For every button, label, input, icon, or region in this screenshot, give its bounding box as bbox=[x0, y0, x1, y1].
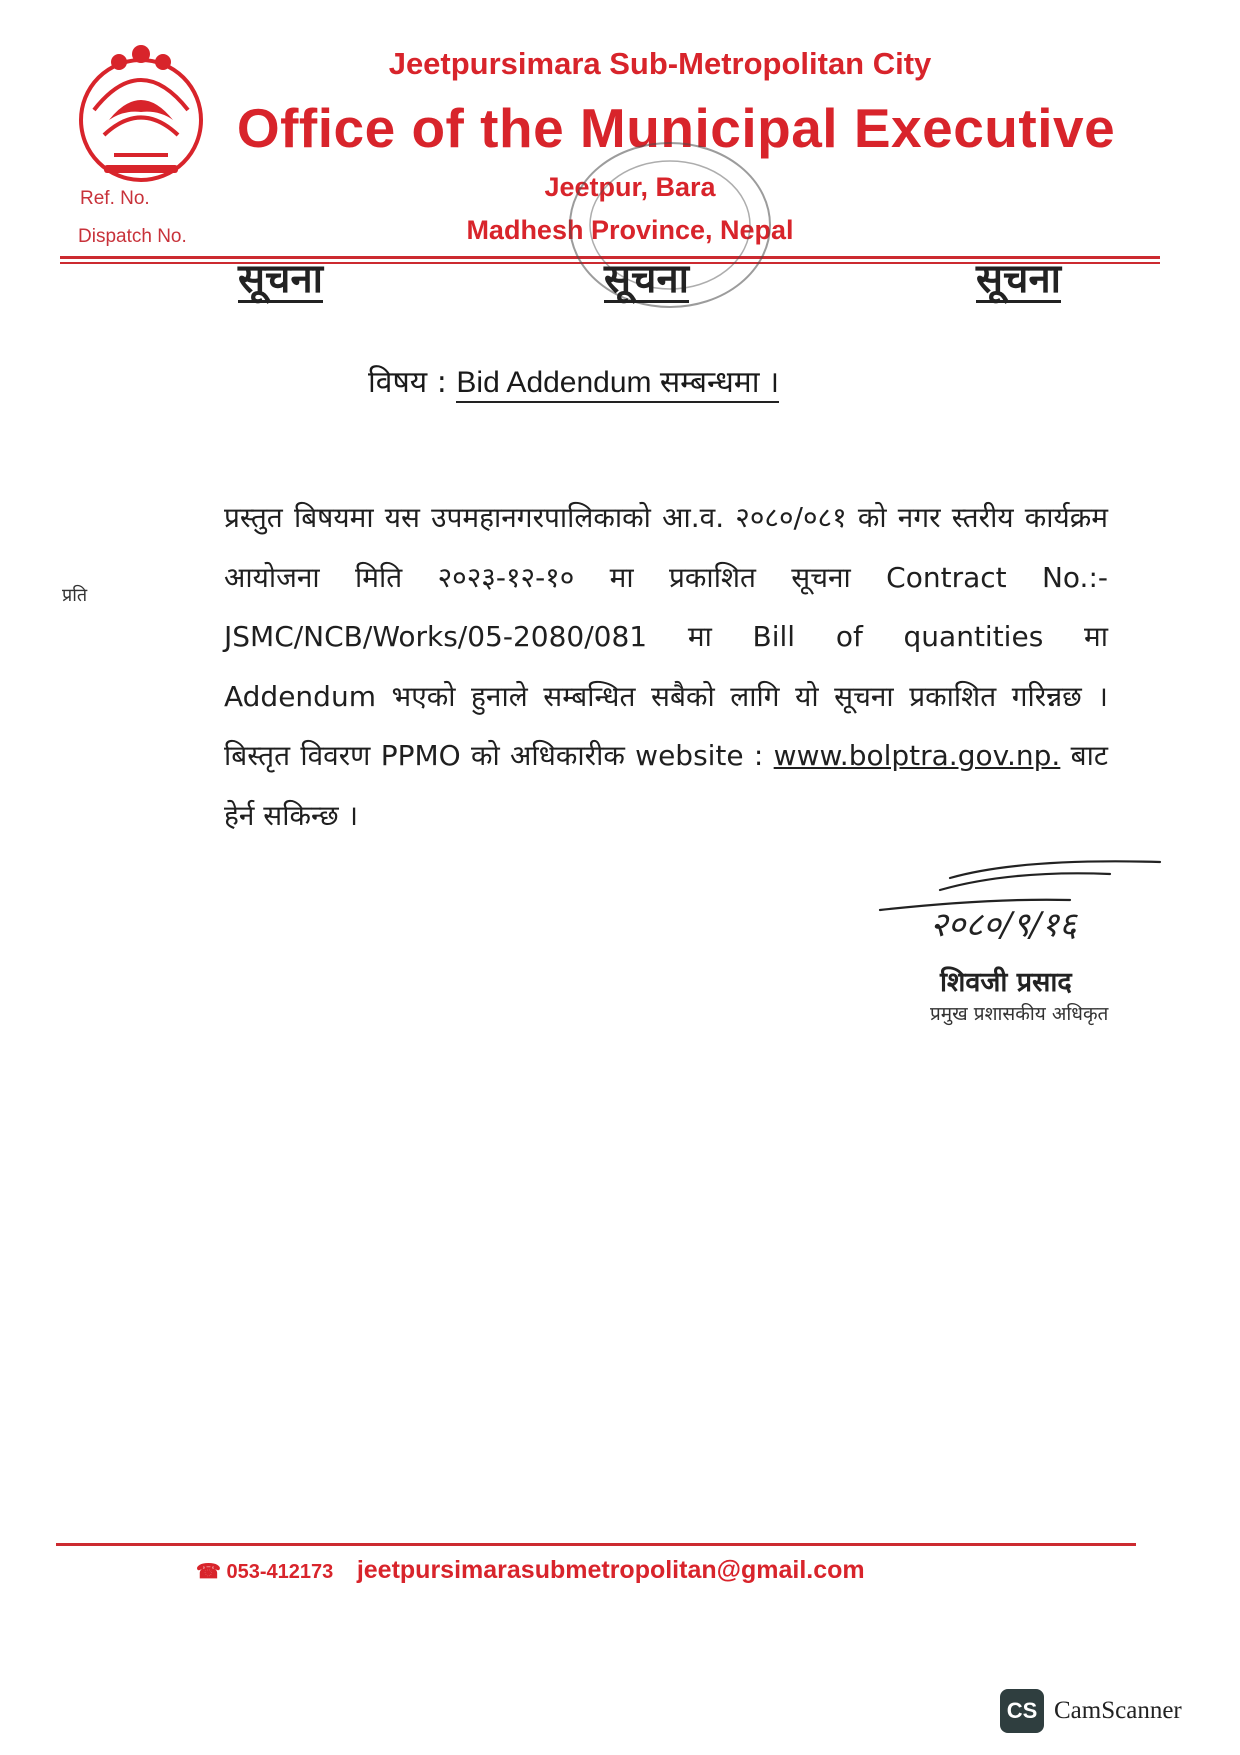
footer-divider bbox=[56, 1543, 1136, 1546]
office-title: Office of the Municipal Executive bbox=[236, 97, 1116, 159]
signatory-name: शिवजी प्रसाद bbox=[940, 967, 1072, 998]
phone-icon: ☎ bbox=[196, 1561, 221, 1583]
notice-body bbox=[224, 488, 1108, 845]
handwritten-signature bbox=[870, 848, 1170, 948]
margin-note: प्रति bbox=[62, 585, 88, 606]
footer-contact bbox=[196, 1556, 1056, 1585]
subject-line bbox=[368, 360, 779, 401]
notice-heading-center: सूचना bbox=[604, 256, 689, 302]
camscanner-watermark bbox=[1000, 1688, 1220, 1734]
subject-value: Bid Addendum सम्बन्धमा । bbox=[456, 366, 779, 403]
dispatch-no-label: Dispatch No. bbox=[78, 226, 187, 247]
phone-number: 053-412173 bbox=[226, 1561, 334, 1583]
phone-contact bbox=[196, 1561, 339, 1583]
body-text: प्रस्तुत बिषयमा यस उपमहानगरपालिकाको आ.व. २०८०/०८१ को नगर स्तरीय कार्यक्रम आयोजना मिति २०२३-१२-१० मा प्रकाशित सूचना Contract No.:-JSMC/NCB/Works/05-2080/081 मा Bill of quantities मा Addendum भएको हुनाले सम्बन्धित सबैको लागि यो सूचना प्रकाशित गरिन्नछ । बिस्तृत विवरण PPMO को अधिकारीक website : bbox=[224, 501, 1108, 772]
notice-heading-left: सूचना bbox=[238, 256, 323, 302]
subject-label: विषय : bbox=[368, 365, 447, 400]
address-line-2: Madhesh Province, Nepal bbox=[466, 215, 794, 245]
address-line-1: Jeetpur, Bara bbox=[544, 172, 716, 202]
email-address[interactable]: jeetpursimarasubmetropolitan@gmail.com bbox=[356, 1556, 865, 1584]
body-closing: बाट हेर्न सकिन्छ । bbox=[224, 739, 1108, 832]
camscanner-label: CamScanner bbox=[1054, 1697, 1182, 1724]
ref-no-label: Ref. No. bbox=[80, 188, 150, 209]
signature-date: २०८०/९/१६ bbox=[930, 905, 1077, 945]
notice-heading-right: सूचना bbox=[976, 256, 1061, 302]
municipal-emblem-logo bbox=[64, 40, 218, 190]
bolptra-website-link[interactable]: www.bolptra.gov.np. bbox=[773, 739, 1061, 772]
camscanner-logo-icon: CS bbox=[1000, 1689, 1044, 1733]
city-name: Jeetpursimara Sub-Metropolitan City bbox=[388, 46, 932, 81]
signatory-title: प्रमुख प्रशासकीय अधिकृत bbox=[930, 1003, 1109, 1025]
